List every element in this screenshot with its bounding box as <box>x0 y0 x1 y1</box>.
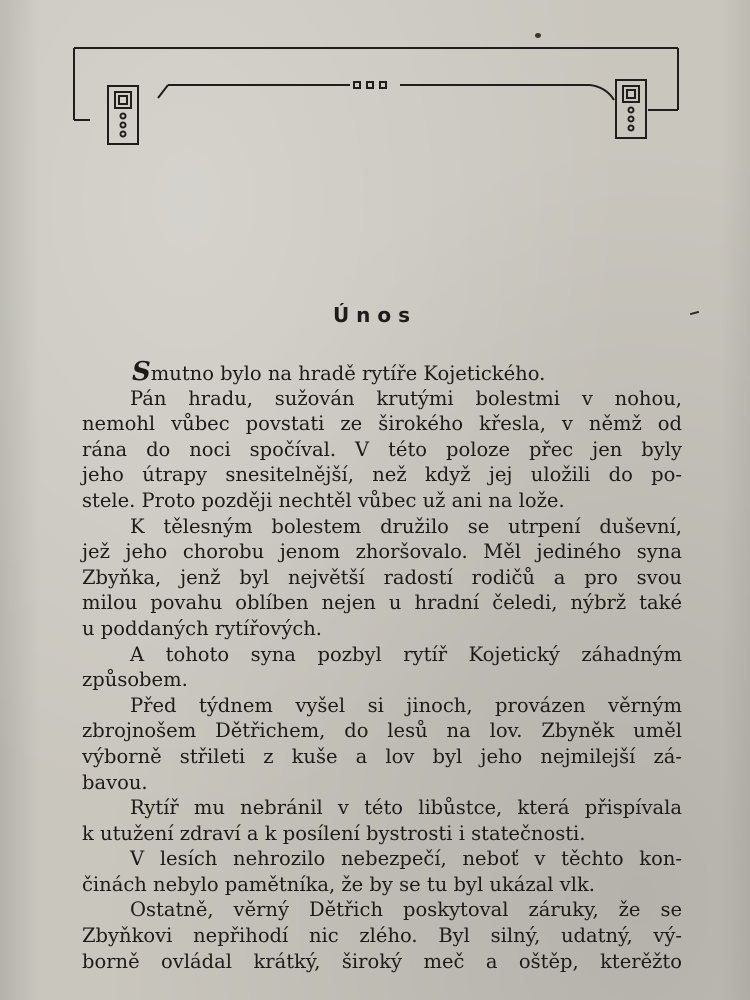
text-line: K tělesným bolestem družilo se utrpení duševní, <box>130 514 682 538</box>
text-line: způsobem. <box>82 668 188 692</box>
text-line <box>82 357 682 387</box>
text-line: rána do noci spočíval. V této poloze přec jen byly <box>82 437 682 461</box>
text-line: jeho útrapy snesitelnější, než když jej uložili do po- <box>82 463 682 487</box>
drop-initial: S <box>132 357 151 387</box>
text-line: Pán hradu, sužován krutými bolestmi v nohou, <box>130 386 682 410</box>
text-line: zbrojnošem Dětřichem, do lesů na lov. Zbyněk uměl <box>82 719 682 743</box>
text-line: Zbyňka, jenž byl největší radostí rodičů a pro svou <box>82 565 682 589</box>
text-line: Zbyňkovi nepřihodí nic zlého. Byl silný, udatný, vý- <box>82 924 682 948</box>
text-line: bavou. <box>82 770 148 794</box>
text-line: A tohoto syna pozbyl rytíř Kojetický záhadným <box>130 642 682 666</box>
header-ornament <box>70 38 682 150</box>
text-line: výborně střileti z kuše a lov byl jeho nejmilejší zá- <box>82 744 682 768</box>
text-line: k utužení zdraví a k posílení bystrosti i statečnosti. <box>82 821 586 845</box>
text-line: jež jeho chorobu jenom zhoršovalo. Měl jediného syna <box>82 540 682 564</box>
text-line: Před týdnem vyšel si jinoch, provázen věrným <box>130 693 682 717</box>
text-line: Ostatně, věrný Dětřich poskytoval záruky, že se <box>130 898 682 922</box>
text-line: Rytíř mu nebránil v této libůstce, která přispívala <box>130 796 682 820</box>
text-line: u poddaných rytířových. <box>82 616 323 640</box>
text-line: borně ovládal krátký, široký meč a oštěp, kterěžto <box>82 949 682 973</box>
text-line: V lesích nehrozilo nebezpečí, neboť v těchto kon- <box>130 847 682 871</box>
text-line-content: mutno bylo na hradě rytíře Kojetického. <box>150 362 546 385</box>
text-line: nemohl vůbec povstati ze širokého křesla, v němž od <box>82 412 682 436</box>
body-text <box>82 357 682 974</box>
chapter-title: Únos <box>332 303 418 327</box>
text-line: činách nebylo pamětníka, že by se tu byl ukázal vlk. <box>82 872 595 896</box>
text-line: stele. Proto později nechtěl vůbec už ani na lože. <box>82 488 565 512</box>
text-line: milou povahu oblíben nejen u hradní čeledi, nýbrž také <box>82 591 682 615</box>
